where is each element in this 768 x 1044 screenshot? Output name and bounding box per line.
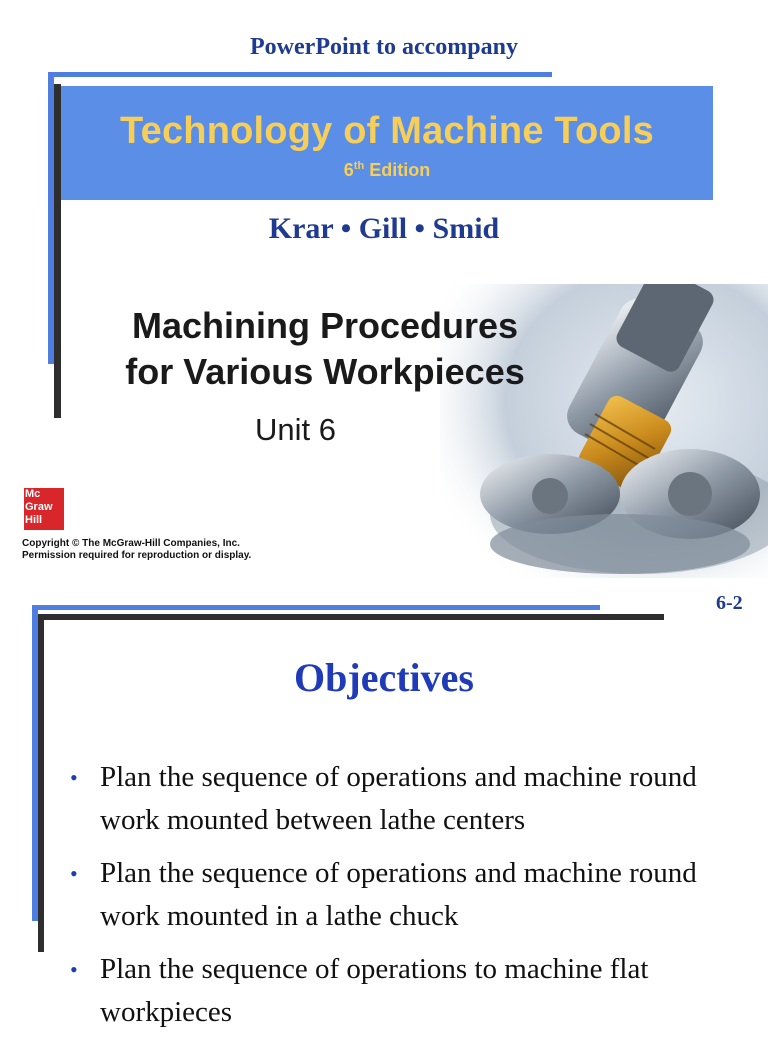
copyright-notice (22, 538, 251, 562)
slide-title: Objectives (294, 655, 474, 700)
objectives-list (66, 756, 746, 1044)
publisher-logo-text (24, 488, 65, 527)
objective-text: Plan the sequence of operations and machine round work mounted between lathe centers (100, 761, 697, 836)
edition-number: 6 (343, 160, 354, 180)
edition-label (61, 160, 713, 181)
logo-line-2: Graw (25, 501, 53, 513)
bullet-icon: • (70, 765, 78, 790)
authors: Krar • Gill • Smid (268, 212, 500, 245)
blue-accent-bar-horizontal (32, 605, 600, 610)
copyright-line-2: Permission required for reproduction or display. (22, 550, 252, 561)
bullet-icon: • (70, 957, 78, 982)
book-title: Technology of Machine Tools (120, 110, 654, 152)
accompany-heading: PowerPoint to accompany (250, 34, 518, 60)
edition-word: Edition (369, 160, 431, 180)
edition-suffix: th (353, 160, 365, 172)
dark-accent-bar-horizontal (38, 614, 664, 620)
objective-text: Plan the sequence of operations and machine round work mounted in a lathe chuck (100, 857, 697, 932)
chapter-title (60, 303, 590, 395)
bullet-icon: • (70, 861, 78, 886)
objective-text: Plan the sequence of operations to machine flat workpieces (100, 953, 649, 1028)
slide-number: 6-2 (716, 592, 743, 614)
chapter-title-line-1: Machining Procedures (131, 305, 519, 346)
chapter-title-line-2: for Various Workpieces (125, 351, 525, 392)
logo-line-1: Mc (25, 488, 41, 500)
list-item (66, 756, 746, 842)
copyright-line-1: Copyright © The McGraw-Hill Companies, Inc. (22, 538, 240, 549)
list-item (66, 852, 746, 938)
blue-accent-bar-horizontal (48, 72, 552, 77)
logo-line-3: Hill (25, 514, 43, 526)
unit-label: Unit 6 (255, 412, 336, 447)
list-item (66, 948, 746, 1034)
